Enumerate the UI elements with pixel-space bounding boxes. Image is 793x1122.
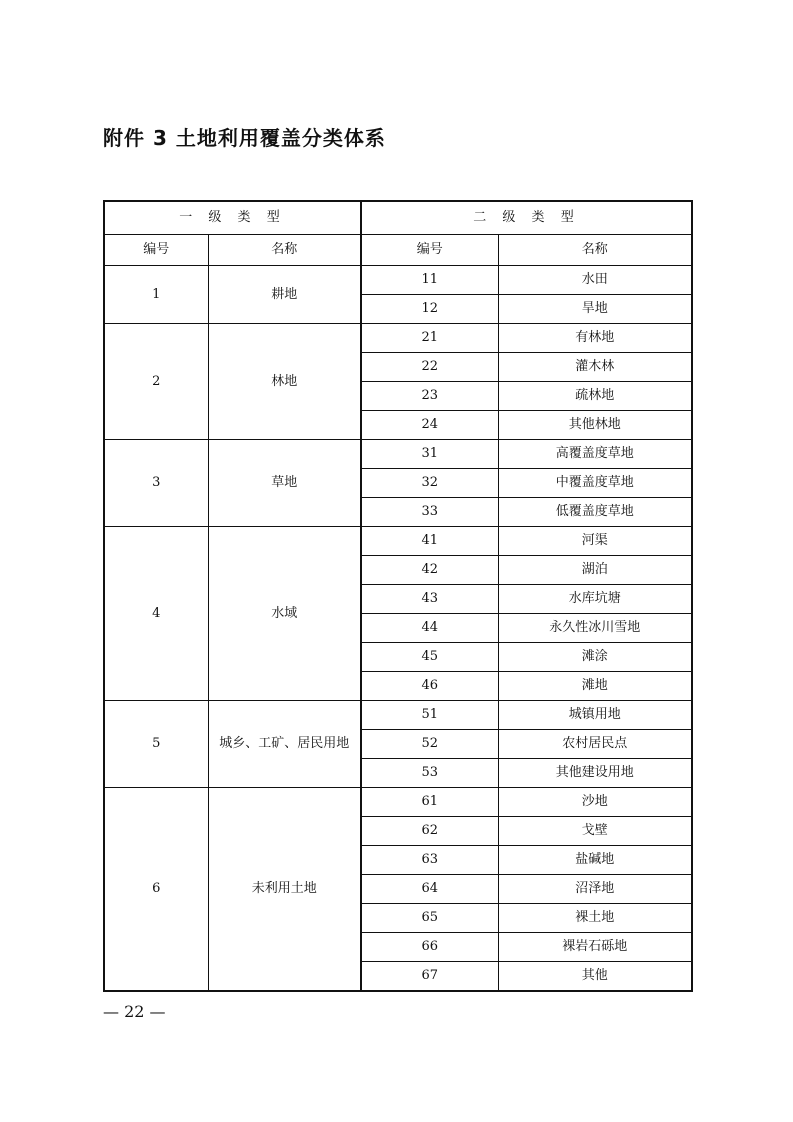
level-2-name-cell: 疏林地 [498,382,692,411]
level-2-name-cell: 裸土地 [498,904,692,933]
group-header-row [104,201,692,235]
level-2-name-header: 名称 [498,235,692,266]
level-2-name-cell: 裸岩石砾地 [498,933,692,962]
level-1-code-cell: 3 [104,440,208,527]
level-2-name-cell: 盐碱地 [498,846,692,875]
level-1-code-cell: 5 [104,701,208,788]
level-2-name-cell: 农村居民点 [498,730,692,759]
level-2-name-cell: 永久性冰川雪地 [498,614,692,643]
column-header-row [104,235,692,266]
level-2-name-cell: 水库坑塘 [498,585,692,614]
level-1-name-cell: 草地 [208,440,361,527]
level-2-name-cell: 其他 [498,962,692,992]
level-2-name-cell: 其他建设用地 [498,759,692,788]
level-2-code-cell: 46 [361,672,498,701]
level-2-name-cell: 有林地 [498,324,692,353]
level-2-code-cell: 24 [361,411,498,440]
page-title: 附件 3 土地利用覆盖分类体系 [103,126,386,150]
level-2-name-cell: 戈壁 [498,817,692,846]
level-2-code-cell: 61 [361,788,498,817]
table-row [104,788,692,817]
level-2-name-cell: 低覆盖度草地 [498,498,692,527]
level-2-name-cell: 滩涂 [498,643,692,672]
table-body [104,266,692,992]
level-2-code-cell: 62 [361,817,498,846]
table-row [104,324,692,353]
level-2-group-header: 二 级 类 型 [361,201,692,235]
level-2-code-cell: 45 [361,643,498,672]
level-2-code-cell: 51 [361,701,498,730]
level-2-name-cell: 滩地 [498,672,692,701]
table-row [104,266,692,295]
level-1-name-cell: 未利用土地 [208,788,361,992]
level-2-code-header: 编号 [361,235,498,266]
level-2-code-cell: 32 [361,469,498,498]
level-1-code-header: 编号 [104,235,208,266]
level-2-code-cell: 41 [361,527,498,556]
level-2-code-cell: 11 [361,266,498,295]
table-row [104,527,692,556]
level-2-code-cell: 67 [361,962,498,992]
level-2-code-cell: 22 [361,353,498,382]
level-2-code-cell: 64 [361,875,498,904]
level-2-name-cell: 沙地 [498,788,692,817]
level-1-name-cell: 水域 [208,527,361,701]
level-1-name-cell: 林地 [208,324,361,440]
level-1-code-cell: 1 [104,266,208,324]
level-2-name-cell: 水田 [498,266,692,295]
level-2-code-cell: 66 [361,933,498,962]
level-2-code-cell: 43 [361,585,498,614]
level-1-code-cell: 6 [104,788,208,992]
level-1-code-cell: 4 [104,527,208,701]
level-2-name-cell: 城镇用地 [498,701,692,730]
level-1-group-header: 一 级 类 型 [104,201,361,235]
level-2-name-cell: 沼泽地 [498,875,692,904]
level-2-code-cell: 12 [361,295,498,324]
level-2-name-cell: 湖泊 [498,556,692,585]
page-number: — 22 — [103,1002,166,1021]
level-1-name-header: 名称 [208,235,361,266]
level-2-name-cell: 灌木林 [498,353,692,382]
level-2-code-cell: 31 [361,440,498,469]
level-2-name-cell: 旱地 [498,295,692,324]
level-2-code-cell: 33 [361,498,498,527]
level-1-name-cell: 耕地 [208,266,361,324]
level-2-code-cell: 42 [361,556,498,585]
level-2-name-cell: 其他林地 [498,411,692,440]
level-2-code-cell: 44 [361,614,498,643]
level-2-name-cell: 河渠 [498,527,692,556]
level-2-code-cell: 21 [361,324,498,353]
level-2-name-cell: 高覆盖度草地 [498,440,692,469]
level-2-code-cell: 23 [361,382,498,411]
table-row [104,701,692,730]
level-2-code-cell: 52 [361,730,498,759]
land-use-classification-table [103,200,693,992]
table-row [104,440,692,469]
level-1-code-cell: 2 [104,324,208,440]
level-1-name-cell: 城乡、工矿、居民用地 [208,701,361,788]
level-2-code-cell: 53 [361,759,498,788]
level-2-name-cell: 中覆盖度草地 [498,469,692,498]
level-2-code-cell: 65 [361,904,498,933]
level-2-code-cell: 63 [361,846,498,875]
